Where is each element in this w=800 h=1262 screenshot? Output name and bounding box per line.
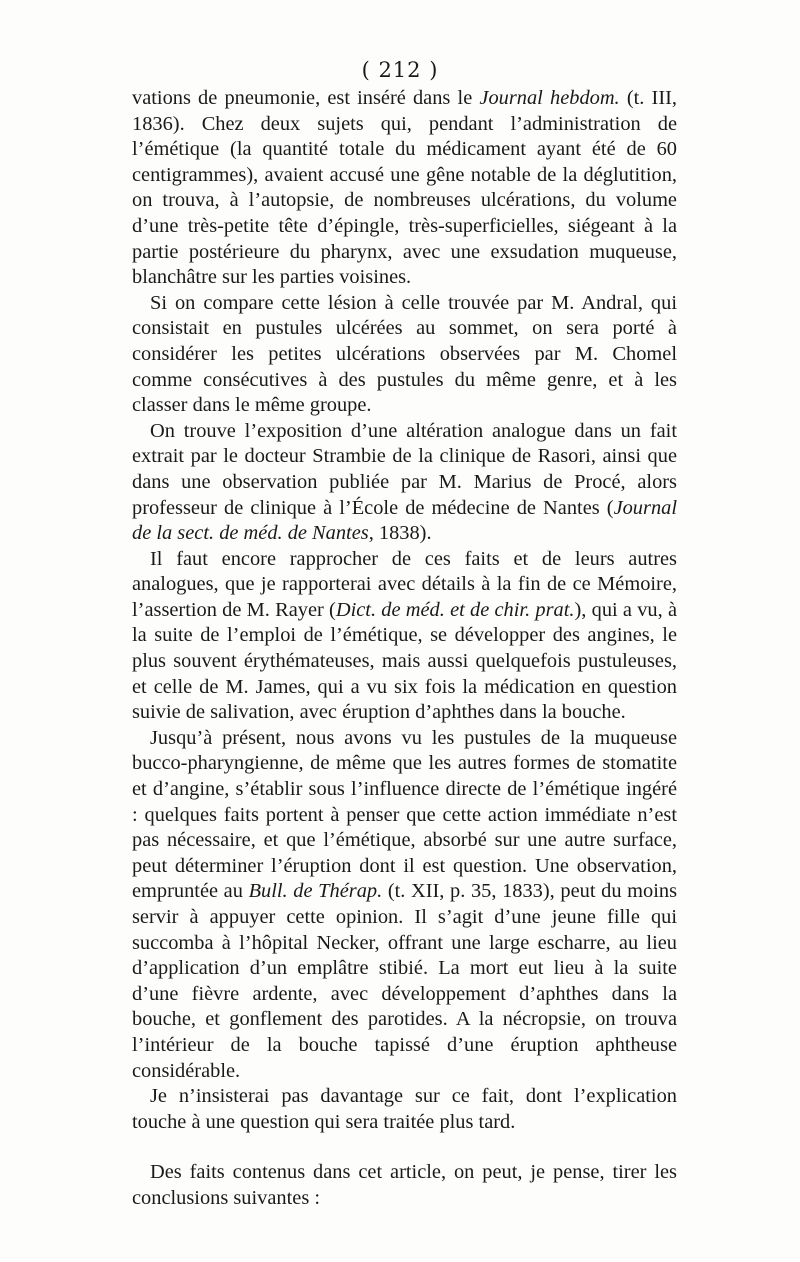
text-segment: Jusqu’à présent, nous avons vu les pustules de la muqueuse bucco-pharyngienne, de même que les autres formes de stomatite et d’angine, s’établir sous l’influence directe de l’émétique ingéré : quelques faits portent à penser que cette action immédiate n’est pas nécessaire, et que l’émétique, absorbé sur une autre surface, peut déterminer l’éruption dont il est question. Une observation, empruntée au (132, 726, 677, 903)
text-segment: Je n’insisterai pas davantage sur ce fait, dont l’explication touche à une question qui sera traitée plus tard. (132, 1085, 677, 1133)
paragraph-6 (132, 1084, 677, 1135)
italic-citation: Bull. de Thérap. (248, 880, 383, 903)
paragraph-7 (132, 1160, 677, 1211)
text-segment: Il faut encore rapprocher de ces faits et de leurs autres analogues, que je rapporterai avec détails à la fin de ce Mémoire, l’assertion de M. Rayer ( (132, 547, 677, 621)
paragraph-5 (132, 726, 677, 1084)
text-segment: vations de pneumonie, est inséré dans le (132, 87, 480, 109)
italic-citation: Journal de la sect. de méd. de Nantes (132, 496, 677, 545)
paragraph-4 (132, 547, 677, 726)
text-segment: Des faits contenus dans cet article, on peut, je pense, tirer les conclusions suivantes : (132, 1161, 677, 1209)
paragraph-2 (132, 291, 677, 419)
italic-citation: Journal hebdom. (479, 87, 620, 109)
paragraph-3 (132, 419, 677, 547)
page-number: ( 212 ) (361, 58, 439, 82)
text-segment: (t. III, 1836). Chez deux sujets qui, pendant l’administration de l’émétique (la quantité totale du médicament ayant été de 60 centigrammes), avaient accusé une gêne notable de la déglutition, on trouva, à l’autopsie, de nombreuses ulcérations, du volume d’une très-petite tête d’épingle, très-superficielles, siégeant à la partie postérieure du pharynx, avec une exsudation muqueuse, blanchâtre sur les parties voisines. (132, 87, 677, 289)
text-segment: (t. XII, p. 35, 1833), peut du moins servir à appuyer cette opinion. Il s’agit d’une jeune fille qui succomba à l’hôpital Necker, offrant une large escharre, au lieu d’application d’un emplâtre stibié. La mort eut lieu à la suite d’une fièvre ardente, avec développement d’aphthes dans la bouche, et gonflement des parotides. A la nécropsie, on trouva l’intérieur de la bouche tapissé d’une éruption aphtheuse considérable. (132, 880, 678, 1082)
text-segment: ), qui a vu, à la suite de l’emploi de l’émétique, se développer des angines, le plus souvent érythémateuses, mais aussi quelquefois pustuleuses, et celle de M. James, qui a vu six fois la médication en question suivie de salivation, avec éruption d’aphthes dans la bouche. (132, 598, 677, 724)
italic-citation: Dict. de méd. et de chir. prat. (335, 598, 575, 621)
text-segment: On trouve l’exposition d’une altération analogue dans un fait extrait par le docteur Strambie de la clinique de Rasori, ainsi que dans une observation publiée par M. Marius de Procé, alors professeur de clinique à l’École de médecine de Nantes ( (132, 419, 677, 519)
paragraph-1 (132, 86, 677, 291)
text-segment: Si on compare cette lésion à celle trouvée par M. Andral, qui consistait en pustules ulcérées au sommet, on sera porté à considérer les petites ulcérations observées par M. Chomel comme consécutives à des pustules du même genre, et à les classer dans le même groupe. (132, 291, 677, 417)
text-segment: , 1838). (368, 522, 432, 545)
body-text (132, 86, 677, 1212)
